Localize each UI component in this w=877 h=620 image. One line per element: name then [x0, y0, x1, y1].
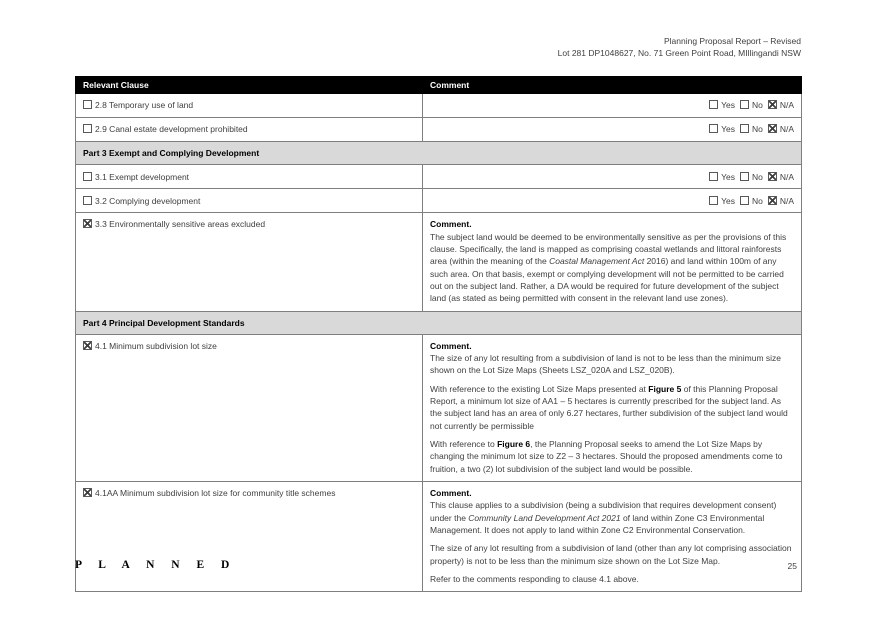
clause-cell	[76, 334, 423, 481]
clause-label: 4.1 Minimum subdivision lot size	[95, 340, 217, 351]
page-number: 25	[787, 561, 797, 571]
planned-logo: P L A N N E D	[75, 559, 237, 571]
answer-cell	[423, 94, 802, 118]
answer-label: N/A	[779, 124, 794, 135]
checked-checkbox-icon	[83, 488, 92, 497]
table-row	[76, 213, 802, 311]
comment-paragraph: The subject land would be deemed to be environmentally sensitive as per the provisions of this clause. Specifically, the land is mapped as comprising coastal wetlands and littoral rainforests area (within the meaning of the Coastal Management Act 2016) and land within 100m of any such area. On that basis, exempt or complying development will not be permitted to be carried out on the subject land. Rather, a DA would be required for future development of the subject land (as stated as being permitted with consent in the relevant land use zones).	[430, 231, 787, 304]
answer-label: No	[751, 124, 763, 135]
answer-label: Yes	[721, 124, 735, 135]
comment-cell	[423, 213, 802, 311]
column-header-relevant-clause: Relevant Clause	[76, 77, 423, 94]
table-row	[76, 94, 802, 118]
comment-title: Comment.	[430, 219, 472, 230]
comment-paragraph: This clause applies to a subdivision (being a subdivision that requires development consent) under the Community Land Development Act 2021 of land within Zone C3 Environmental Management. It does not apply to land within Zone C2 Environmental Conservation.	[430, 500, 777, 535]
clause-cell	[76, 94, 423, 118]
unchecked-checkbox-icon	[83, 196, 92, 205]
answer-label: N/A	[779, 100, 794, 111]
clause-table-body	[76, 94, 802, 592]
comment-cell	[423, 481, 802, 591]
unchecked-checkbox-icon	[709, 196, 718, 205]
table-row	[76, 481, 802, 591]
clause-label: 3.1 Exempt development	[95, 171, 190, 182]
document-header	[558, 36, 801, 60]
clause-label: 4.1AA Minimum subdivision lot size for community title schemes	[95, 487, 336, 498]
answer-label: Yes	[721, 171, 735, 182]
comment-title: Comment.	[430, 487, 472, 498]
section-label: Part 4 Principal Development Standards	[76, 311, 802, 334]
clause-label: 2.8 Temporary use of land	[95, 100, 194, 111]
comment-paragraph: The size of any lot resulting from a subdivision of land (other than any lot comprising association property) is not to be less than the minimum size shown on the Lot Size Map.	[430, 543, 792, 566]
answer-cell	[423, 165, 802, 189]
section-header-row	[76, 142, 802, 165]
section-header-row	[76, 311, 802, 334]
report-title: Planning Proposal Report – Revised	[663, 36, 801, 46]
comment-paragraph: The size of any lot resulting from a subdivision of land is not to be less than the minimum size shown on the Lot Size Maps (Sheets LSZ_020A and LSZ_020B).	[430, 353, 782, 376]
comment-paragraph: Refer to the comments responding to clause 4.1 above.	[430, 573, 639, 584]
unchecked-checkbox-icon	[740, 100, 749, 109]
clause-cell	[76, 481, 423, 591]
answer-label: N/A	[779, 171, 794, 182]
answer-cell	[423, 189, 802, 213]
unchecked-checkbox-icon	[740, 172, 749, 181]
unchecked-checkbox-icon	[709, 172, 718, 181]
comment-paragraph: With reference to the existing Lot Size Maps presented at Figure 5 of this Planning Proposal Report, a minimum lot size of AA1 – 5 hectares is currently prescribed for the subject land. As the subject land has an area of only 6.27 hectares, further subdivision of the subject land would not currently be permissible	[430, 383, 788, 431]
table-row	[76, 118, 802, 142]
answer-label: No	[751, 171, 763, 182]
clause-label: 3.2 Complying development	[95, 195, 201, 206]
unchecked-checkbox-icon	[740, 124, 749, 133]
checked-checkbox-icon	[83, 219, 92, 228]
answer-cell	[423, 118, 802, 142]
answer-label: No	[751, 195, 763, 206]
clause-cell	[76, 165, 423, 189]
clause-cell	[76, 189, 423, 213]
checked-checkbox-icon	[768, 196, 777, 205]
table-header-row	[76, 77, 802, 94]
answer-label: No	[751, 100, 763, 111]
table-row	[76, 189, 802, 213]
comment-cell	[423, 334, 802, 481]
answer-label: Yes	[721, 195, 735, 206]
answer-label: N/A	[779, 195, 794, 206]
unchecked-checkbox-icon	[740, 196, 749, 205]
clause-compliance-table	[75, 76, 802, 592]
unchecked-checkbox-icon	[83, 100, 92, 109]
unchecked-checkbox-icon	[83, 172, 92, 181]
comment-paragraph: With reference to Figure 6, the Planning Proposal seeks to amend the Lot Size Maps by changing the minimum lot size to Z2 – 3 hectares. Should the proposed amendments come to fruition, a two (2) lot subdivision of the subject land would be possible.	[430, 439, 783, 474]
unchecked-checkbox-icon	[709, 124, 718, 133]
section-label: Part 3 Exempt and Complying Development	[76, 142, 802, 165]
unchecked-checkbox-icon	[83, 124, 92, 133]
checked-checkbox-icon	[768, 124, 777, 133]
column-header-comment: Comment	[423, 77, 802, 94]
checked-checkbox-icon	[83, 341, 92, 350]
checked-checkbox-icon	[768, 100, 777, 109]
table-row	[76, 165, 802, 189]
unchecked-checkbox-icon	[709, 100, 718, 109]
property-address: Lot 281 DP1048627, No. 71 Green Point Road, MIllingandi NSW	[557, 47, 801, 58]
table-row	[76, 334, 802, 481]
clause-cell	[76, 213, 423, 311]
clause-label: 2.9 Canal estate development prohibited	[95, 124, 248, 135]
answer-label: Yes	[721, 100, 735, 111]
clause-label: 3.3 Environmentally sensitive areas excluded	[95, 219, 266, 230]
comment-title: Comment.	[430, 340, 472, 351]
checked-checkbox-icon	[768, 172, 777, 181]
clause-cell	[76, 118, 423, 142]
